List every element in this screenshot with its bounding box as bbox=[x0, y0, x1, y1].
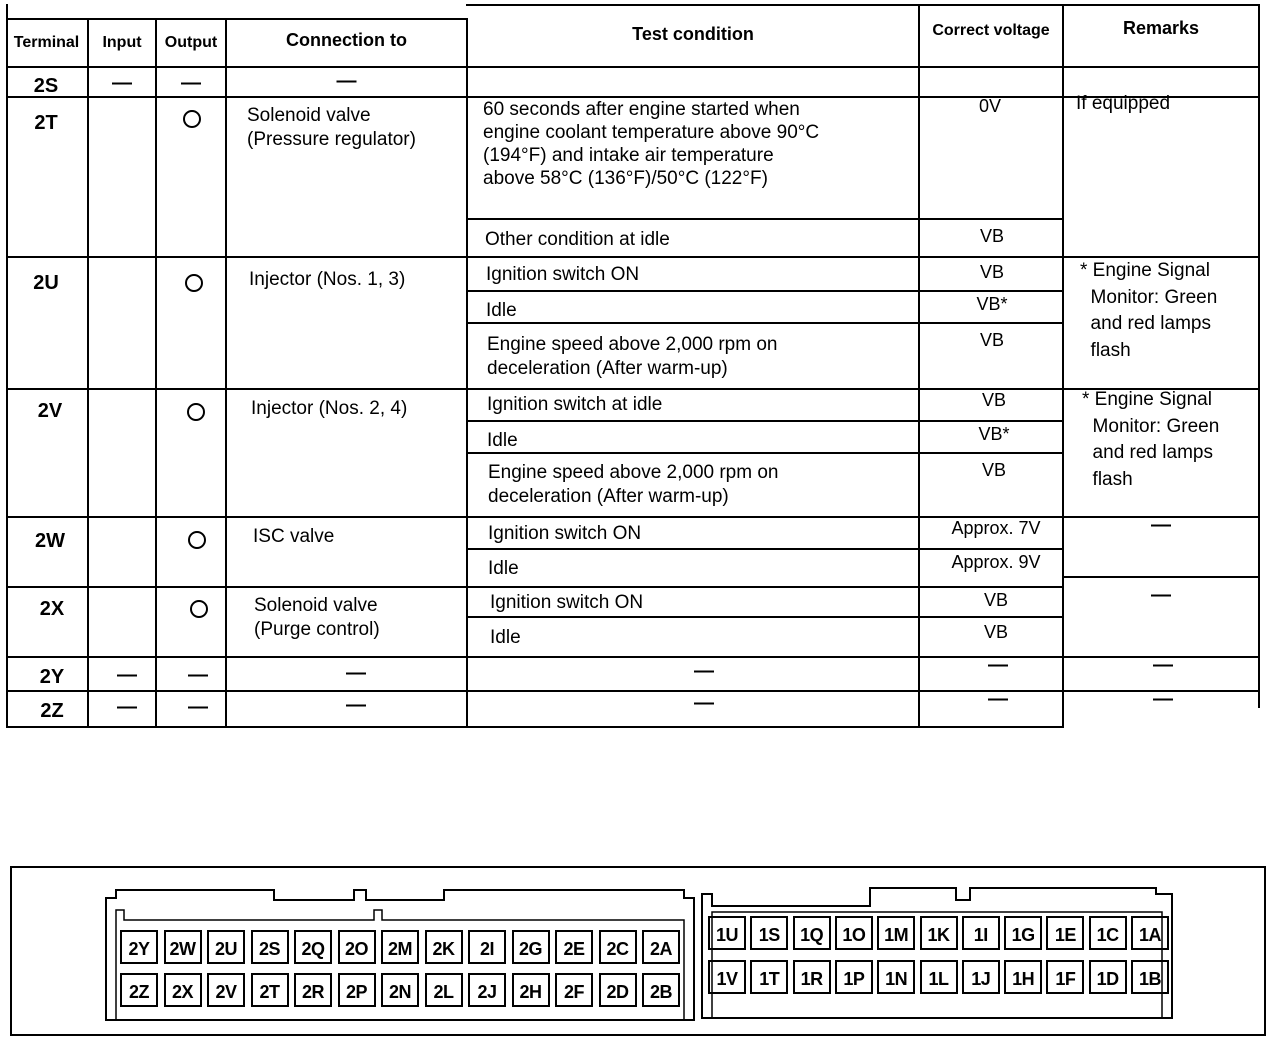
remarks-2v: * Engine Signal Monitor: Green and red lamps flash bbox=[1082, 389, 1220, 490]
voltage-2u-1: VB bbox=[979, 262, 1004, 282]
voltage-2v-3: VB bbox=[981, 460, 1006, 480]
connection-2z: — bbox=[346, 694, 366, 716]
remarks-2w: — bbox=[1151, 514, 1171, 536]
output-circle-2x bbox=[190, 600, 208, 618]
header-input: Input bbox=[102, 34, 142, 51]
voltage-2u-2: VB* bbox=[976, 294, 1008, 314]
voltage-2x-2: VB bbox=[983, 622, 1008, 642]
connector-pin: 2E bbox=[555, 930, 593, 964]
header-output: Output bbox=[164, 34, 218, 51]
test-2u-3: Engine speed above 2,000 rpm on deceleration (After warm-up) bbox=[487, 334, 778, 379]
voltage-2z: — bbox=[988, 688, 1008, 710]
header-correct-voltage: Correct voltage bbox=[932, 22, 1050, 39]
test-2v-2: Idle bbox=[487, 430, 518, 451]
voltage-2w-2: Approx. 9V bbox=[951, 552, 1041, 572]
voltage-2x-1: VB bbox=[983, 590, 1008, 610]
output-2y: — bbox=[188, 664, 208, 686]
connector-pin: 2R bbox=[294, 973, 332, 1007]
terminal-2s: 2S bbox=[33, 75, 59, 97]
connector-pin: 2P bbox=[338, 973, 376, 1007]
output-circle-2v bbox=[187, 403, 205, 421]
connector-pin: 1K bbox=[920, 916, 958, 950]
input-2z: — bbox=[117, 696, 137, 718]
input-2s: — bbox=[112, 72, 132, 94]
terminal-2w: 2W bbox=[35, 530, 65, 552]
connector-pin: 2A bbox=[642, 930, 680, 964]
connector-pin: 1M bbox=[877, 916, 915, 950]
connection-2t: Solenoid valve (Pressure regulator) bbox=[247, 105, 416, 150]
connection-2x: Solenoid valve (Purge control) bbox=[254, 595, 380, 640]
connector-pin: 2L bbox=[425, 973, 463, 1007]
test-2x-2: Idle bbox=[490, 627, 521, 648]
connector-pin: 2M bbox=[381, 930, 419, 964]
test-2u-2: Idle bbox=[486, 300, 517, 321]
connector-pin: 2G bbox=[512, 930, 550, 964]
test-2t-1: 60 seconds after engine started when engine coolant temperature above 90°C (194°F) and intake air temperature above 58°C (136°F)/50°C (122°F) bbox=[483, 99, 820, 189]
terminal-2z: 2Z bbox=[40, 700, 64, 722]
test-2w-2: Idle bbox=[488, 558, 519, 579]
input-2y: — bbox=[117, 664, 137, 686]
connector-pin: 2U bbox=[207, 930, 245, 964]
output-2s: — bbox=[181, 72, 201, 94]
connection-2y: — bbox=[346, 662, 366, 684]
connector-pin: 1A bbox=[1131, 916, 1169, 950]
connector-pin: 2N bbox=[381, 973, 419, 1007]
output-2z: — bbox=[188, 696, 208, 718]
connector-pin: 1N bbox=[877, 960, 915, 994]
connector-pin: 1I bbox=[962, 916, 1000, 950]
connector-pin: 1F bbox=[1046, 960, 1084, 994]
remarks-2z: — bbox=[1153, 688, 1173, 710]
connector-pin: 2V bbox=[207, 973, 245, 1007]
test-2u-1: Ignition switch ON bbox=[486, 264, 640, 285]
header-terminal: Terminal bbox=[13, 34, 80, 51]
connector-housing-right bbox=[700, 884, 1176, 1022]
output-circle-2u bbox=[185, 274, 203, 292]
remarks-2y: — bbox=[1153, 654, 1173, 676]
terminal-2x: 2X bbox=[39, 598, 65, 620]
header-test-condition: Test condition bbox=[632, 24, 754, 44]
terminal-2t: 2T bbox=[34, 112, 58, 134]
connection-2u: Injector (Nos. 1, 3) bbox=[249, 269, 406, 290]
terminal-2v: 2V bbox=[37, 400, 63, 422]
connector-pin: 1G bbox=[1004, 916, 1042, 950]
connector-pin: 2K bbox=[425, 930, 463, 964]
connector-pin: 2T bbox=[251, 973, 289, 1007]
connector-pin: 1U bbox=[708, 916, 746, 950]
voltage-2t-2: VB bbox=[979, 226, 1004, 246]
voltage-2u-3: VB bbox=[979, 330, 1004, 350]
output-circle-2w bbox=[188, 531, 206, 549]
connector-pin: 1O bbox=[835, 916, 873, 950]
header-remarks: Remarks bbox=[1122, 18, 1200, 38]
voltage-2v-2: VB* bbox=[978, 424, 1010, 444]
remarks-2t: If equipped bbox=[1076, 93, 1171, 114]
connector-pin: 2C bbox=[599, 930, 637, 964]
connector-pin: 2O bbox=[338, 930, 376, 964]
connector-pin: 1V bbox=[708, 960, 746, 994]
voltage-2w-1: Approx. 7V bbox=[951, 518, 1041, 538]
test-2w-1: Ignition switch ON bbox=[488, 523, 642, 544]
connector-pin: 1L bbox=[920, 960, 958, 994]
connection-2v: Injector (Nos. 2, 4) bbox=[251, 398, 408, 419]
voltage-2y: — bbox=[988, 654, 1008, 676]
connector-pin: 2D bbox=[599, 973, 637, 1007]
terminal-2u: 2U bbox=[33, 272, 59, 294]
connector-pin: 1H bbox=[1004, 960, 1042, 994]
connector-pin: 1R bbox=[793, 960, 831, 994]
test-2t-2: Other condition at idle bbox=[485, 229, 670, 250]
connector-pin: 1T bbox=[750, 960, 788, 994]
remarks-2x: — bbox=[1151, 584, 1171, 606]
connector-pin: 1J bbox=[962, 960, 1000, 994]
voltage-2t-1: 0V bbox=[978, 96, 1002, 116]
connector-pin: 2W bbox=[164, 930, 202, 964]
test-2y: — bbox=[694, 660, 714, 682]
connector-pin: 2B bbox=[642, 973, 680, 1007]
test-2z: — bbox=[694, 692, 714, 714]
connector-pin: 2F bbox=[555, 973, 593, 1007]
terminal-2y: 2Y bbox=[39, 666, 65, 688]
connector-pin: 2S bbox=[251, 930, 289, 964]
voltage-2v-1: VB bbox=[981, 390, 1006, 410]
connector-pin: 1P bbox=[835, 960, 873, 994]
connector-pin: 1C bbox=[1089, 916, 1127, 950]
connector-pin: 2H bbox=[512, 973, 550, 1007]
test-2x-1: Ignition switch ON bbox=[490, 592, 644, 613]
remarks-2u: * Engine Signal Monitor: Green and red lamps flash bbox=[1080, 260, 1218, 361]
connector-pin: 2J bbox=[468, 973, 506, 1007]
connector-pin: 1B bbox=[1131, 960, 1169, 994]
test-2v-1: Ignition switch at idle bbox=[487, 394, 663, 415]
test-2v-3: Engine speed above 2,000 rpm on deceleration (After warm-up) bbox=[488, 462, 779, 507]
connector-pin: 1E bbox=[1046, 916, 1084, 950]
connector-pin: 2Q bbox=[294, 930, 332, 964]
connector-pin: 2Z bbox=[120, 973, 158, 1007]
connector-pin: 1D bbox=[1089, 960, 1127, 994]
connector-pin: 2Y bbox=[120, 930, 158, 964]
connection-2w: ISC valve bbox=[253, 526, 335, 547]
header-connection: Connection to bbox=[286, 30, 407, 50]
output-circle-2t bbox=[183, 110, 201, 128]
connector-pin: 1S bbox=[750, 916, 788, 950]
connector-pin: 1Q bbox=[793, 916, 831, 950]
connector-pin: 2X bbox=[164, 973, 202, 1007]
connector-pin: 2I bbox=[468, 930, 506, 964]
connection-2s: — bbox=[336, 70, 357, 92]
